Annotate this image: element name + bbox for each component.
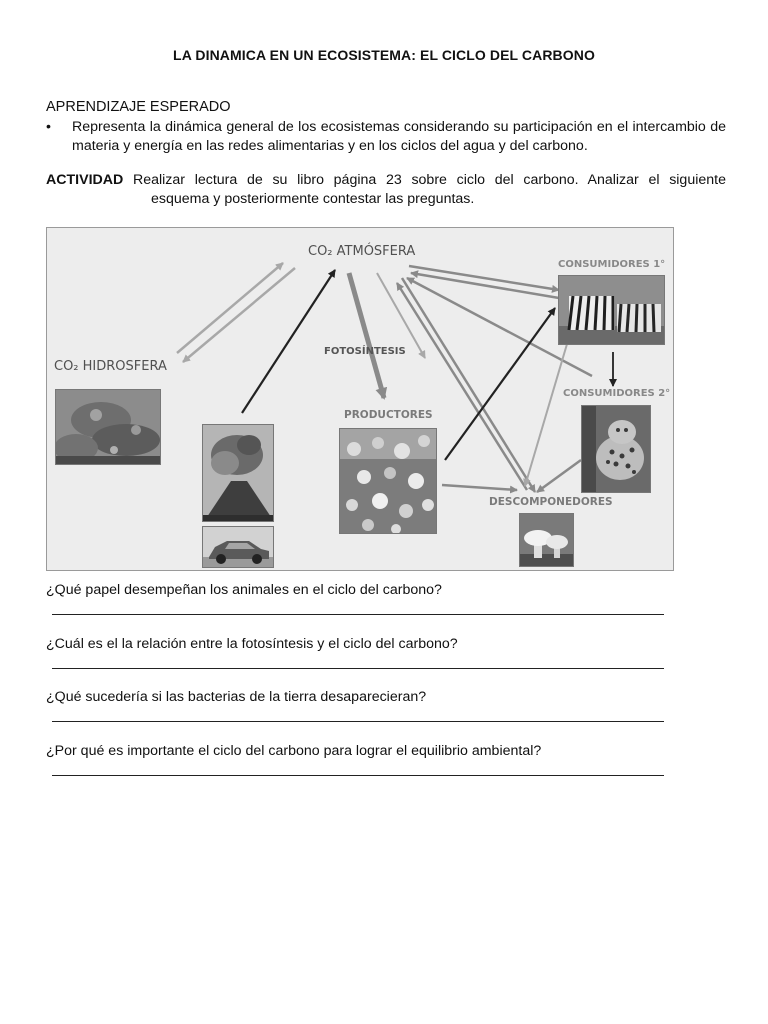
answer-line-3[interactable]	[52, 721, 664, 722]
productores-label: PRODUCTORES	[344, 409, 433, 421]
question-1: ¿Qué papel desempeñan los animales en el ciclo del carbono?	[46, 582, 442, 598]
co2-atmosfera-label: CO₂ ATMÓSFERA	[308, 244, 416, 259]
mushrooms-photo	[519, 513, 574, 567]
answer-line-4[interactable]	[52, 775, 664, 776]
consumidores2-label: CONSUMIDORES 2°	[563, 388, 671, 399]
actividad-line1: Realizar lectura de su libro página 23 sobre ciclo del carbono. Analizar el siguiente	[132, 172, 726, 188]
fotosintesis-label: FOTOSÍNTESIS	[324, 346, 406, 357]
aprendizaje-heading: APRENDIZAJE ESPERADO	[46, 99, 231, 115]
flowers-photo	[339, 428, 437, 534]
actividad-block	[46, 171, 726, 209]
consumidores1-label: CONSUMIDORES 1°	[558, 259, 666, 270]
descomponedores-label: DESCOMPONEDORES	[489, 496, 613, 508]
zebras-photo	[558, 275, 665, 345]
actividad-label: ACTIVIDAD	[46, 172, 124, 188]
question-3: ¿Qué sucedería si las bacterias de la tierra desaparecieran?	[46, 689, 427, 705]
volcano-photo	[202, 424, 274, 522]
aprendizaje-bullet	[46, 118, 726, 156]
car-photo	[202, 526, 274, 568]
answer-line-1[interactable]	[52, 614, 664, 615]
answer-line-2[interactable]	[52, 668, 664, 669]
question-4: ¿Por qué es importante el ciclo del carbono para lograr el equilibrio ambiental?	[46, 743, 542, 759]
actividad-line2: esquema y posteriormente contestar las preguntas.	[151, 191, 475, 207]
question-2: ¿Cuál es el la relación entre la fotosíntesis y el ciclo del carbono?	[46, 636, 458, 652]
carbon-cycle-diagram	[46, 227, 674, 571]
bullet-dot: •	[46, 119, 51, 135]
co2-hidrosfera-label: CO₂ HIDROSFERA	[54, 359, 167, 374]
coral-reef-photo	[55, 389, 161, 465]
page-title: LA DINAMICA EN UN ECOSISTEMA: EL CICLO DEL CARBONO	[173, 47, 595, 63]
jaguar-photo	[581, 405, 651, 493]
aprendizaje-text: Representa la dinámica general de los ecosistemas considerando su participación en el intercambio de materia y energía en las redes alimentarias y en los ciclos del agua y del carbono.	[72, 119, 726, 154]
